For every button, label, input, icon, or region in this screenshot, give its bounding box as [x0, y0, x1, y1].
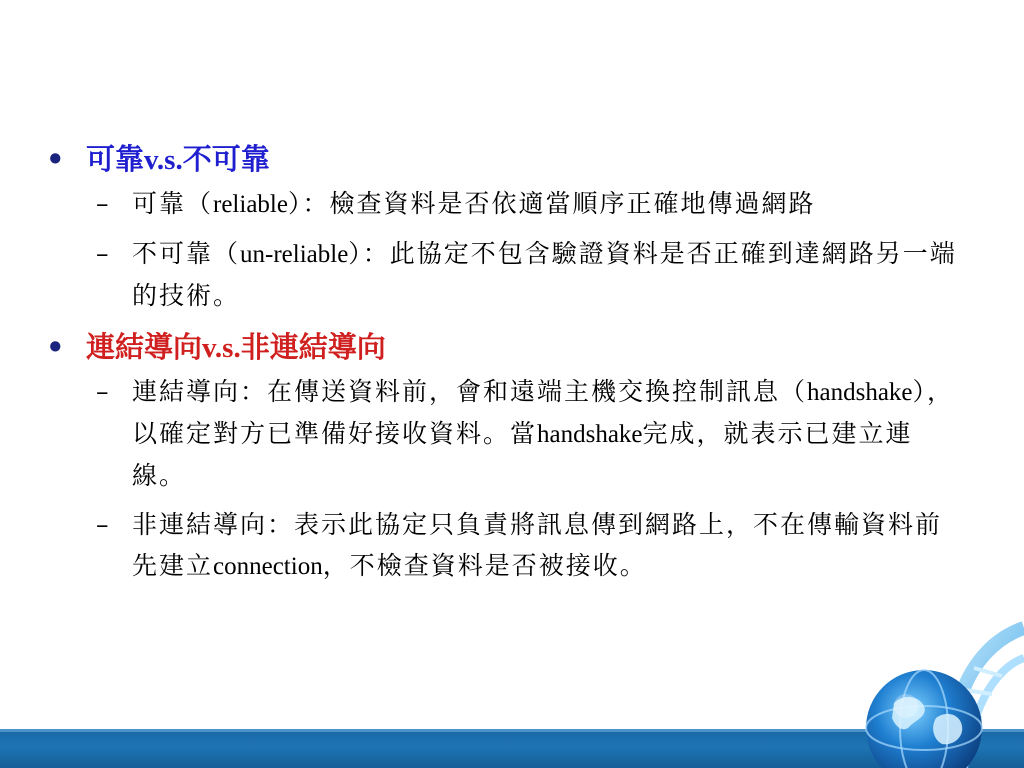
dash-icon: –: [96, 510, 111, 539]
dash-icon: –: [96, 377, 111, 406]
heading-part: 非連結導向: [240, 330, 386, 364]
heading-part: 不可靠: [182, 142, 270, 176]
dash-icon: –: [96, 189, 111, 218]
bullet-icon: •: [46, 142, 65, 176]
text-part: 完成，就表示已建立連線。: [132, 419, 913, 490]
sub-bullet-unreliable: [46, 233, 966, 316]
heading-part: 連結導向: [86, 330, 203, 364]
sub-bullet-reliable: [46, 183, 966, 225]
text-part: handshake: [537, 421, 643, 448]
section-heading-connection: [46, 324, 966, 371]
text-part: 非連結導向：表示此協定只負責將訊息傳到網路上，不在傳輸資料前先建立: [132, 510, 943, 580]
heading-part: 可靠: [86, 142, 145, 176]
text-part: ），以確定對方已準備好接收資料。當: [132, 377, 955, 448]
text-part: un-reliable: [240, 241, 349, 268]
text-part: handshake: [807, 379, 913, 406]
text-part: connection: [213, 553, 323, 580]
text-part: ，不檢查資料是否被接收。: [322, 551, 647, 580]
text-part: 不可靠（: [132, 239, 241, 268]
text-part: reliable: [213, 191, 288, 218]
sub-bullet-connection-oriented: [46, 371, 966, 496]
bullet-icon: •: [46, 330, 65, 364]
text-part: 可靠（: [132, 189, 214, 218]
text-part: 連結導向：在傳送資料前，會和遠端主機交換控制訊息（: [132, 377, 808, 406]
text-part: ）：檢查資料是否依適當順序正確地傳過網路: [287, 189, 816, 218]
heading-part: v.s.: [202, 332, 241, 364]
heading-part: v.s.: [144, 144, 183, 176]
section-heading-reliability: [46, 136, 966, 183]
text-part: ）：此協定不包含驗證資料是否正確到達網路另一端的技術。: [132, 239, 957, 310]
globe-decoration: [824, 568, 1024, 768]
dash-icon: –: [96, 239, 111, 268]
slide-content: [46, 136, 966, 595]
